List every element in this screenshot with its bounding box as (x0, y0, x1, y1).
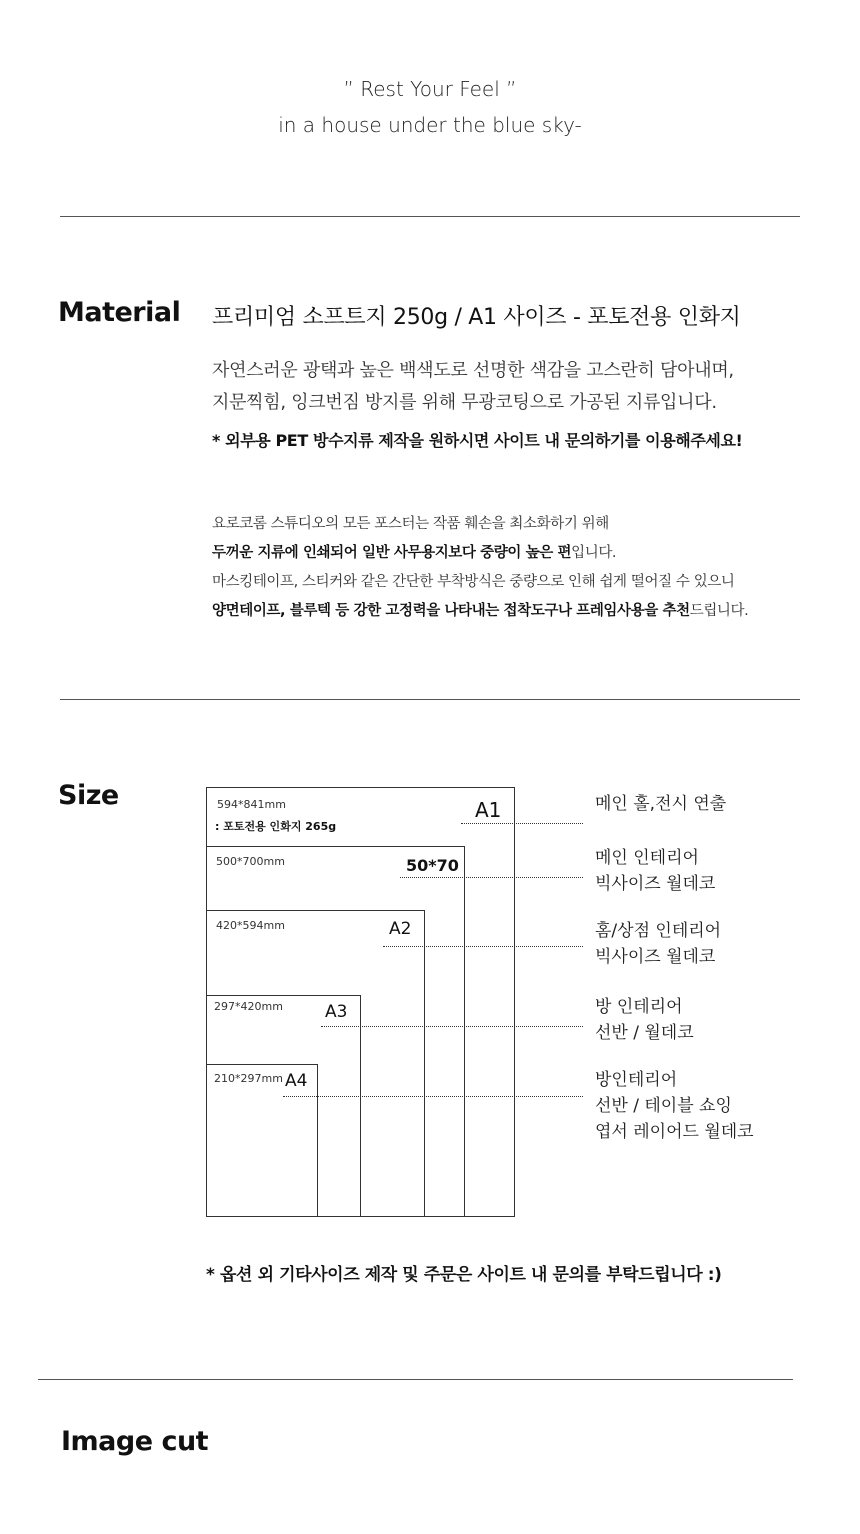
usage-a3-line-1: 방 인테리어 (595, 997, 683, 1017)
material-headline: 프리미엄 소프트지 250g / A1 사이즈 - 포토전용 인화지 (212, 305, 741, 330)
material-desc-1: 자연스러운 광택과 높은 백색도로 선명한 색감을 고스란히 담아내며, (212, 360, 734, 381)
material-heading: Material (58, 297, 181, 328)
paper-label-a2: A2 (389, 919, 412, 939)
usage-a3-line-2: 선반 / 월데코 (595, 1023, 694, 1043)
care-line-2 (212, 541, 616, 562)
leader-line-a2 (383, 946, 583, 947)
paper-label-a1: A1 (475, 798, 502, 822)
image-cut-heading: Image cut (61, 1426, 209, 1457)
care-line-4-rest: 드립니다. (689, 603, 749, 619)
usage-a1-line-1: 메인 홀,전시 연출 (595, 794, 727, 814)
leader-line-a1 (461, 823, 583, 824)
usage-a2-line-1: 홈/상점 인테리어 (595, 921, 722, 941)
divider-middle (60, 699, 800, 700)
usage-a4 (595, 1067, 754, 1145)
usage-a2 (595, 918, 721, 970)
intro-quote: ” Rest Your Feel ” (343, 77, 517, 101)
care-line-4 (212, 599, 748, 620)
paper-label-a4: A4 (285, 1071, 308, 1091)
care-line-2-rest: 입니다. (571, 545, 617, 561)
paper-dims-a2: 420*594mm (216, 919, 285, 932)
material-desc-2: 지문찍힘, 잉크번짐 방지를 위해 무광코팅으로 가공된 지류입니다. (212, 392, 717, 413)
paper-note-a1: : 포토전용 인화지 265g (215, 820, 337, 833)
usage-a4-line-1: 방인테리어 (595, 1070, 678, 1090)
usage-a4-line-2: 선반 / 테이블 쇼잉 (595, 1096, 732, 1116)
usage-50x70-line-2: 빅사이즈 월데코 (595, 874, 716, 894)
care-line-1: 요로코롬 스튜디오의 모든 포스터는 작품 훼손을 최소화하기 위해 (212, 516, 609, 532)
paper-dims-a4: 210*297mm (214, 1072, 283, 1085)
paper-label-a3: A3 (325, 1002, 348, 1022)
care-line-4-bold: 양면테이프, 블루텍 등 강한 고정력을 나타내는 접착도구나 프레임사용을 추천 (212, 603, 690, 619)
divider-bottom (38, 1379, 793, 1380)
divider-top (60, 216, 800, 217)
care-line-2-bold: 두꺼운 지류에 인쇄되어 일반 사무용지보다 중량이 높은 편 (212, 545, 572, 561)
leader-line-50x70 (400, 877, 583, 878)
care-line-3: 마스킹테이프, 스티커와 같은 간단한 부착방식은 중량으로 인해 쉽게 떨어질 수 있으니 (212, 574, 735, 590)
paper-label-50x70: 50*70 (406, 856, 459, 875)
usage-50x70-line-1: 메인 인테리어 (595, 848, 699, 868)
paper-dims-50x70: 500*700mm (216, 855, 285, 868)
paper-dims-a1: 594*841mm (217, 798, 286, 811)
material-note: * 외부용 PET 방수지류 제작을 원하시면 사이트 내 문의하기를 이용해주세요! (212, 431, 743, 450)
usage-a2-line-2: 빅사이즈 월데코 (595, 947, 716, 967)
paper-dims-a3: 297*420mm (214, 1000, 283, 1013)
usage-a4-line-3: 엽서 레이어드 월데코 (595, 1122, 754, 1142)
usage-a3 (595, 994, 694, 1046)
leader-line-a3 (321, 1026, 583, 1027)
leader-line-a4 (283, 1096, 583, 1097)
intro-subtitle: in a house under the blue sky- (278, 113, 582, 137)
usage-a1 (595, 791, 726, 817)
usage-50x70 (595, 845, 715, 897)
size-heading: Size (58, 780, 119, 811)
size-note: * 옵션 외 기타사이즈 제작 및 주문은 사이트 내 문의를 부탁드립니다 :) (206, 1265, 722, 1285)
